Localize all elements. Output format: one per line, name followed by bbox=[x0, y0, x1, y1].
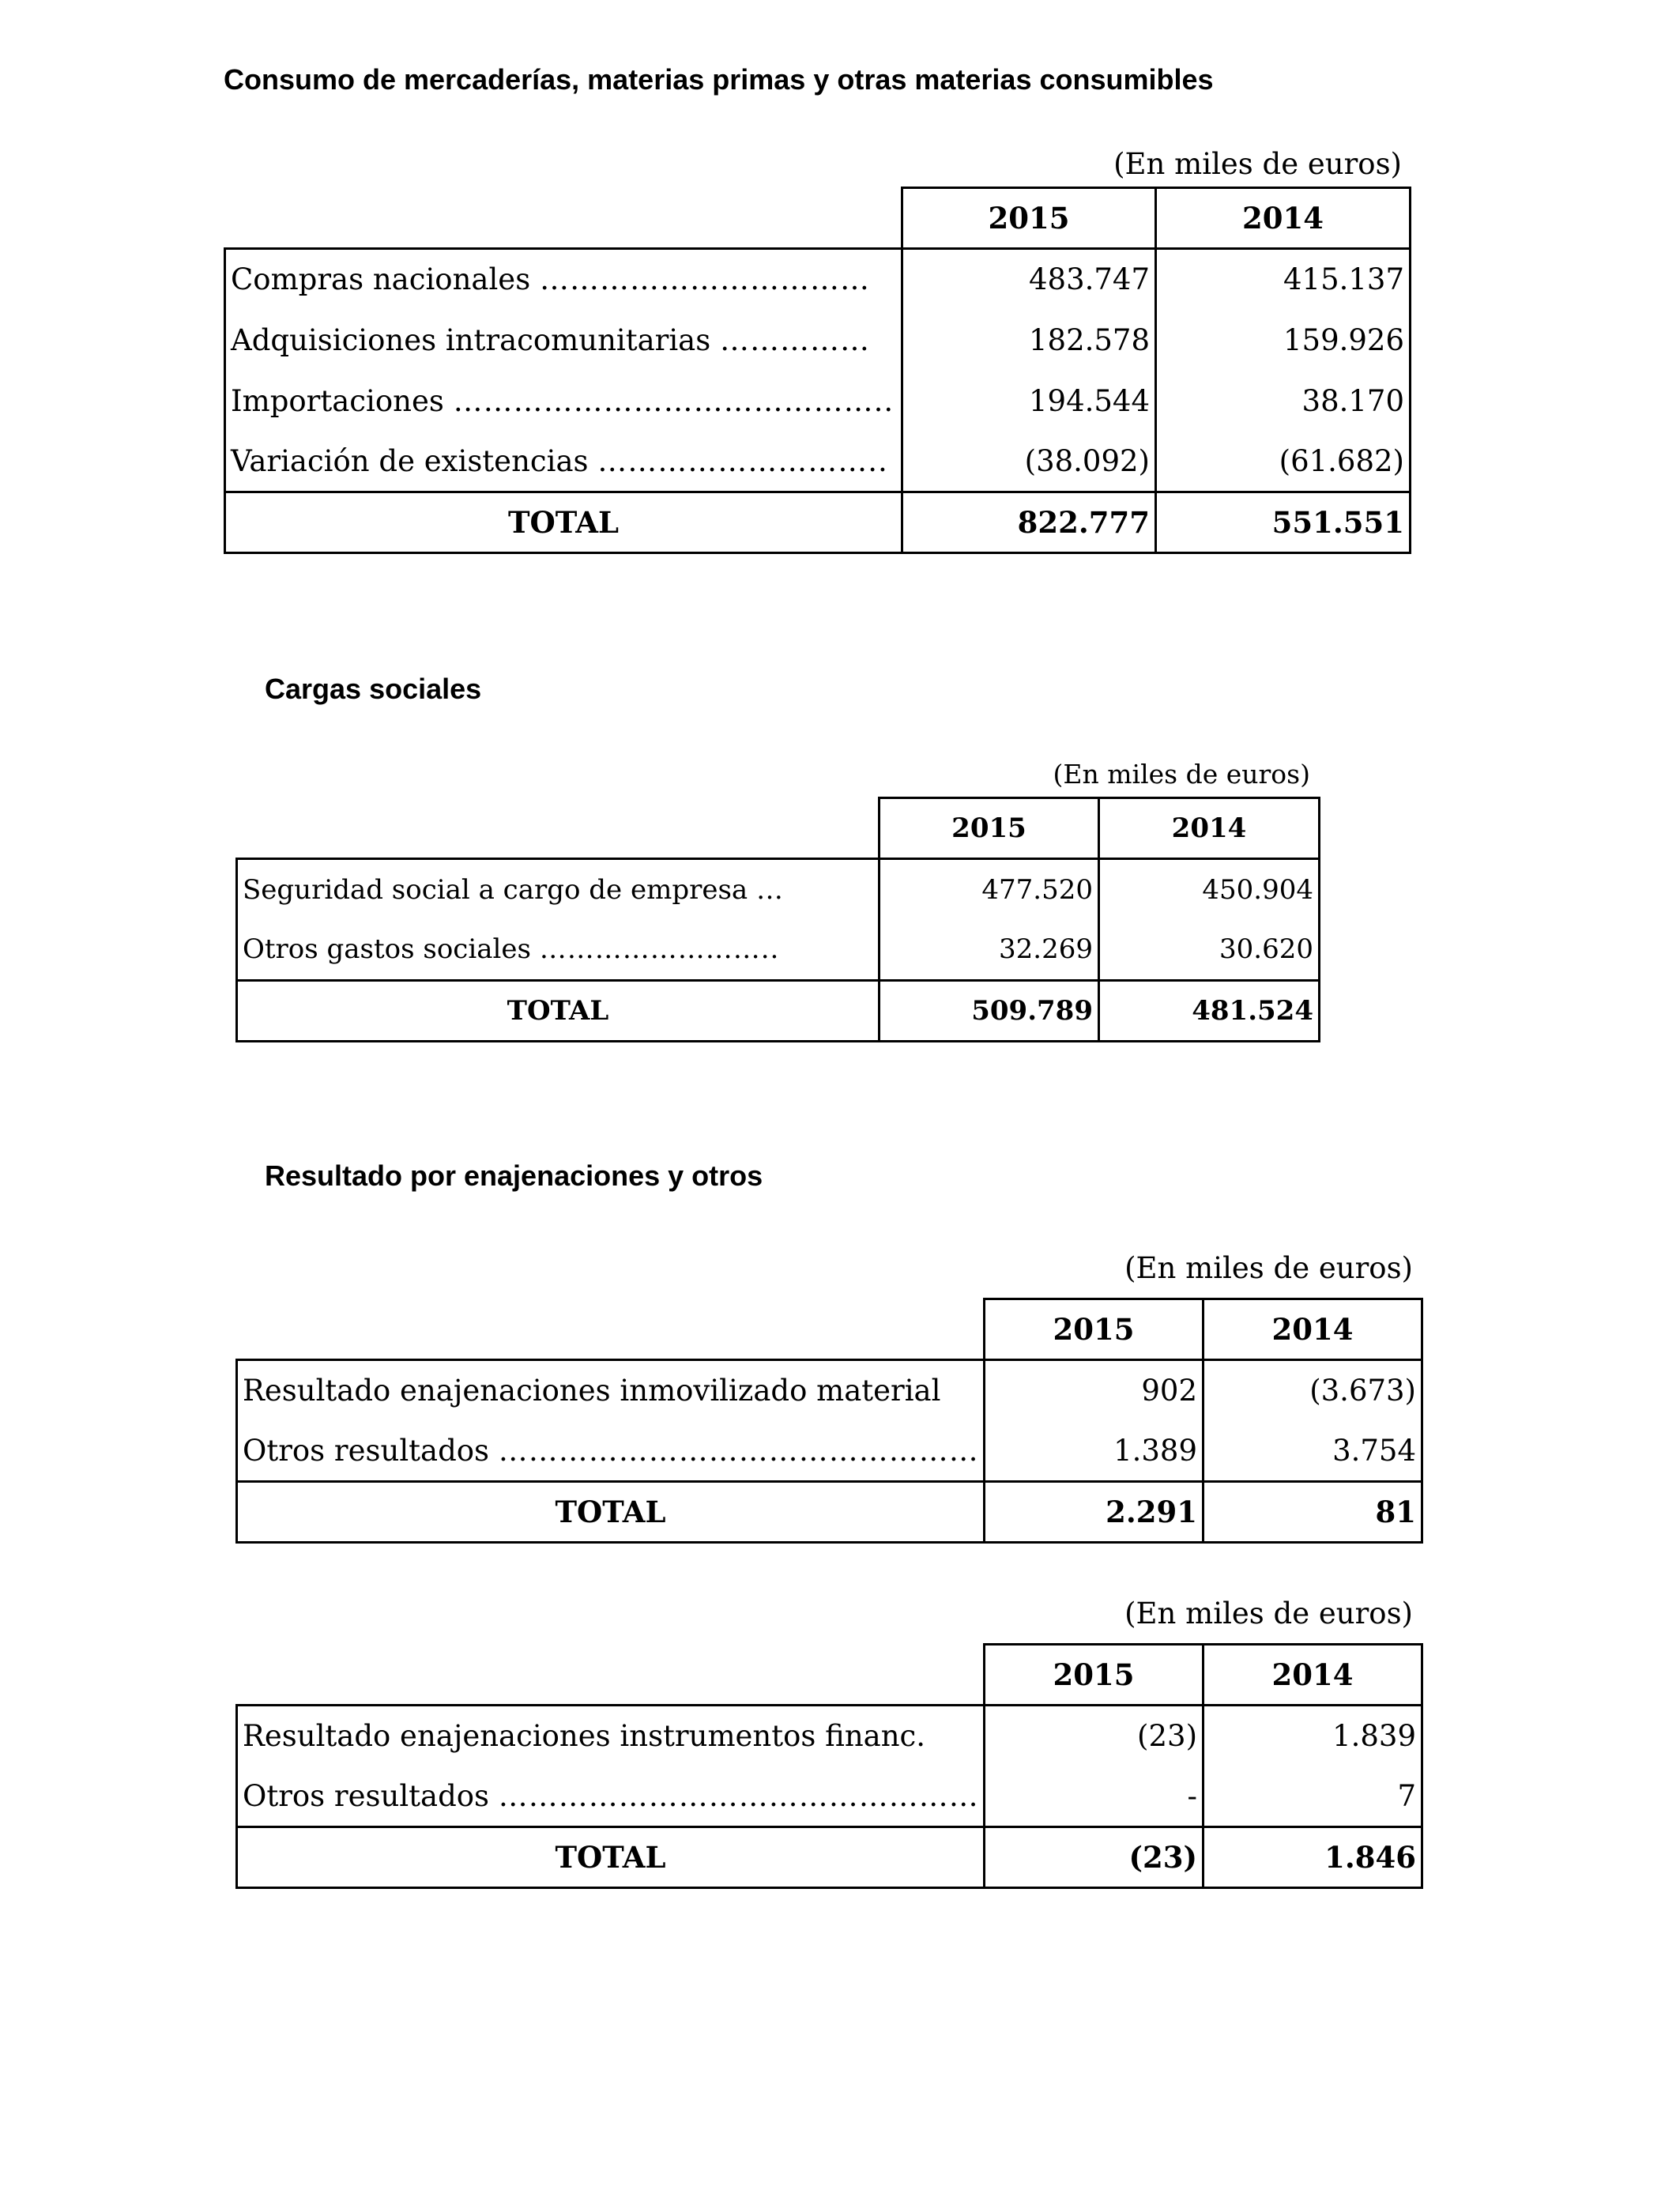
cell-2015: 182.578 bbox=[902, 310, 1156, 371]
total-2015: 509.789 bbox=[880, 981, 1099, 1042]
cell-2015: (38.092) bbox=[902, 432, 1156, 492]
table-resultado-inmovilizado bbox=[235, 1298, 1423, 1544]
unit-label: (En miles de euros) bbox=[1124, 1596, 1413, 1630]
column-header-2015: 2015 bbox=[902, 188, 1156, 249]
leader-dots: … bbox=[756, 873, 785, 906]
leader-dots: ……………………….. bbox=[597, 443, 888, 478]
total-row bbox=[237, 981, 1320, 1042]
column-header-2015: 2015 bbox=[880, 798, 1099, 859]
column-header-2015: 2015 bbox=[985, 1299, 1203, 1360]
section-title-consumo: Consumo de mercaderías, materias primas y otras materias consumibles bbox=[224, 63, 1214, 96]
section-title-cargas: Cargas sociales bbox=[265, 673, 482, 705]
table-row bbox=[225, 310, 1411, 371]
unit-label: (En miles de euros) bbox=[1053, 759, 1310, 790]
table-row bbox=[225, 371, 1411, 432]
total-2014: 81 bbox=[1203, 1482, 1422, 1543]
leader-dots: …………………………… bbox=[539, 262, 870, 297]
column-header-2014: 2014 bbox=[1099, 798, 1320, 859]
total-label: TOTAL bbox=[237, 981, 880, 1042]
leader-dots: …………………….. bbox=[539, 933, 780, 966]
total-2014: 481.524 bbox=[1099, 981, 1320, 1042]
cell-2014: (61.682) bbox=[1156, 432, 1411, 492]
leader-dots: ………………………………………… bbox=[498, 1778, 979, 1813]
row-label: Otros gastos sociales bbox=[243, 933, 531, 966]
row-label: Otros resultados bbox=[243, 1778, 490, 1813]
table-row bbox=[237, 859, 1320, 920]
cell-2014: 3.754 bbox=[1203, 1421, 1422, 1482]
table-row bbox=[237, 1706, 1422, 1766]
table-header-row bbox=[237, 798, 1320, 859]
table-row bbox=[237, 920, 1320, 981]
total-2015: 2.291 bbox=[985, 1482, 1203, 1543]
cell-2014: 38.170 bbox=[1156, 371, 1411, 432]
cell-2015: 194.544 bbox=[902, 371, 1156, 432]
table-row bbox=[237, 1766, 1422, 1827]
row-label: Resultado enajenaciones inmovilizado material bbox=[243, 1374, 941, 1408]
cell-2014: 415.137 bbox=[1156, 249, 1411, 310]
total-2015: (23) bbox=[985, 1827, 1203, 1888]
unit-label: (En miles de euros) bbox=[1124, 1251, 1413, 1285]
row-label: Adquisiciones intracomunitarias bbox=[231, 322, 711, 357]
column-header-2014: 2014 bbox=[1203, 1645, 1422, 1706]
cell-2015: 32.269 bbox=[880, 920, 1099, 981]
total-2015: 822.777 bbox=[902, 492, 1156, 553]
cell-2014: 1.839 bbox=[1203, 1706, 1422, 1766]
table-header-row bbox=[237, 1299, 1422, 1360]
table-header-row bbox=[237, 1645, 1422, 1706]
row-label: Importaciones bbox=[231, 383, 444, 418]
cell-2015: 477.520 bbox=[880, 859, 1099, 920]
cell-2015: (23) bbox=[985, 1706, 1203, 1766]
table-row bbox=[237, 1421, 1422, 1482]
cell-2015: 902 bbox=[985, 1360, 1203, 1421]
cell-2015: 483.747 bbox=[902, 249, 1156, 310]
section-title-resultado: Resultado por enajenaciones y otros bbox=[265, 1159, 763, 1192]
leader-dots: …………… bbox=[720, 322, 870, 357]
unit-label: (En miles de euros) bbox=[1113, 147, 1402, 181]
total-label: TOTAL bbox=[237, 1827, 985, 1888]
total-row bbox=[225, 492, 1411, 553]
cell-2014: 159.926 bbox=[1156, 310, 1411, 371]
table-row bbox=[225, 249, 1411, 310]
cell-2014: 30.620 bbox=[1099, 920, 1320, 981]
total-label: TOTAL bbox=[237, 1482, 985, 1543]
row-label: Compras nacionales bbox=[231, 262, 531, 297]
table-cargas bbox=[235, 797, 1320, 1042]
column-header-2015: 2015 bbox=[985, 1645, 1203, 1706]
table-consumo bbox=[224, 187, 1411, 554]
cell-2015: 1.389 bbox=[985, 1421, 1203, 1482]
cell-2014: 450.904 bbox=[1099, 859, 1320, 920]
total-label: TOTAL bbox=[225, 492, 902, 553]
total-2014: 551.551 bbox=[1156, 492, 1411, 553]
leader-dots: …………………………………….. bbox=[453, 383, 895, 418]
table-header-row bbox=[225, 188, 1411, 249]
total-row bbox=[237, 1482, 1422, 1543]
total-row bbox=[237, 1827, 1422, 1888]
cell-2014: (3.673) bbox=[1203, 1360, 1422, 1421]
table-row bbox=[237, 1360, 1422, 1421]
table-resultado-instrumentos bbox=[235, 1643, 1423, 1889]
cell-2014: 7 bbox=[1203, 1766, 1422, 1827]
row-label: Resultado enajenaciones instrumentos financ. bbox=[243, 1719, 926, 1754]
column-header-2014: 2014 bbox=[1203, 1299, 1422, 1360]
row-label: Otros resultados bbox=[243, 1433, 490, 1468]
total-2014: 1.846 bbox=[1203, 1827, 1422, 1888]
leader-dots: ………………………………………… bbox=[498, 1433, 979, 1468]
column-header-2014: 2014 bbox=[1156, 188, 1411, 249]
table-row bbox=[225, 432, 1411, 492]
row-label: Variación de existencias bbox=[231, 443, 589, 478]
row-label: Seguridad social a cargo de empresa bbox=[243, 873, 748, 906]
cell-2015: - bbox=[985, 1766, 1203, 1827]
